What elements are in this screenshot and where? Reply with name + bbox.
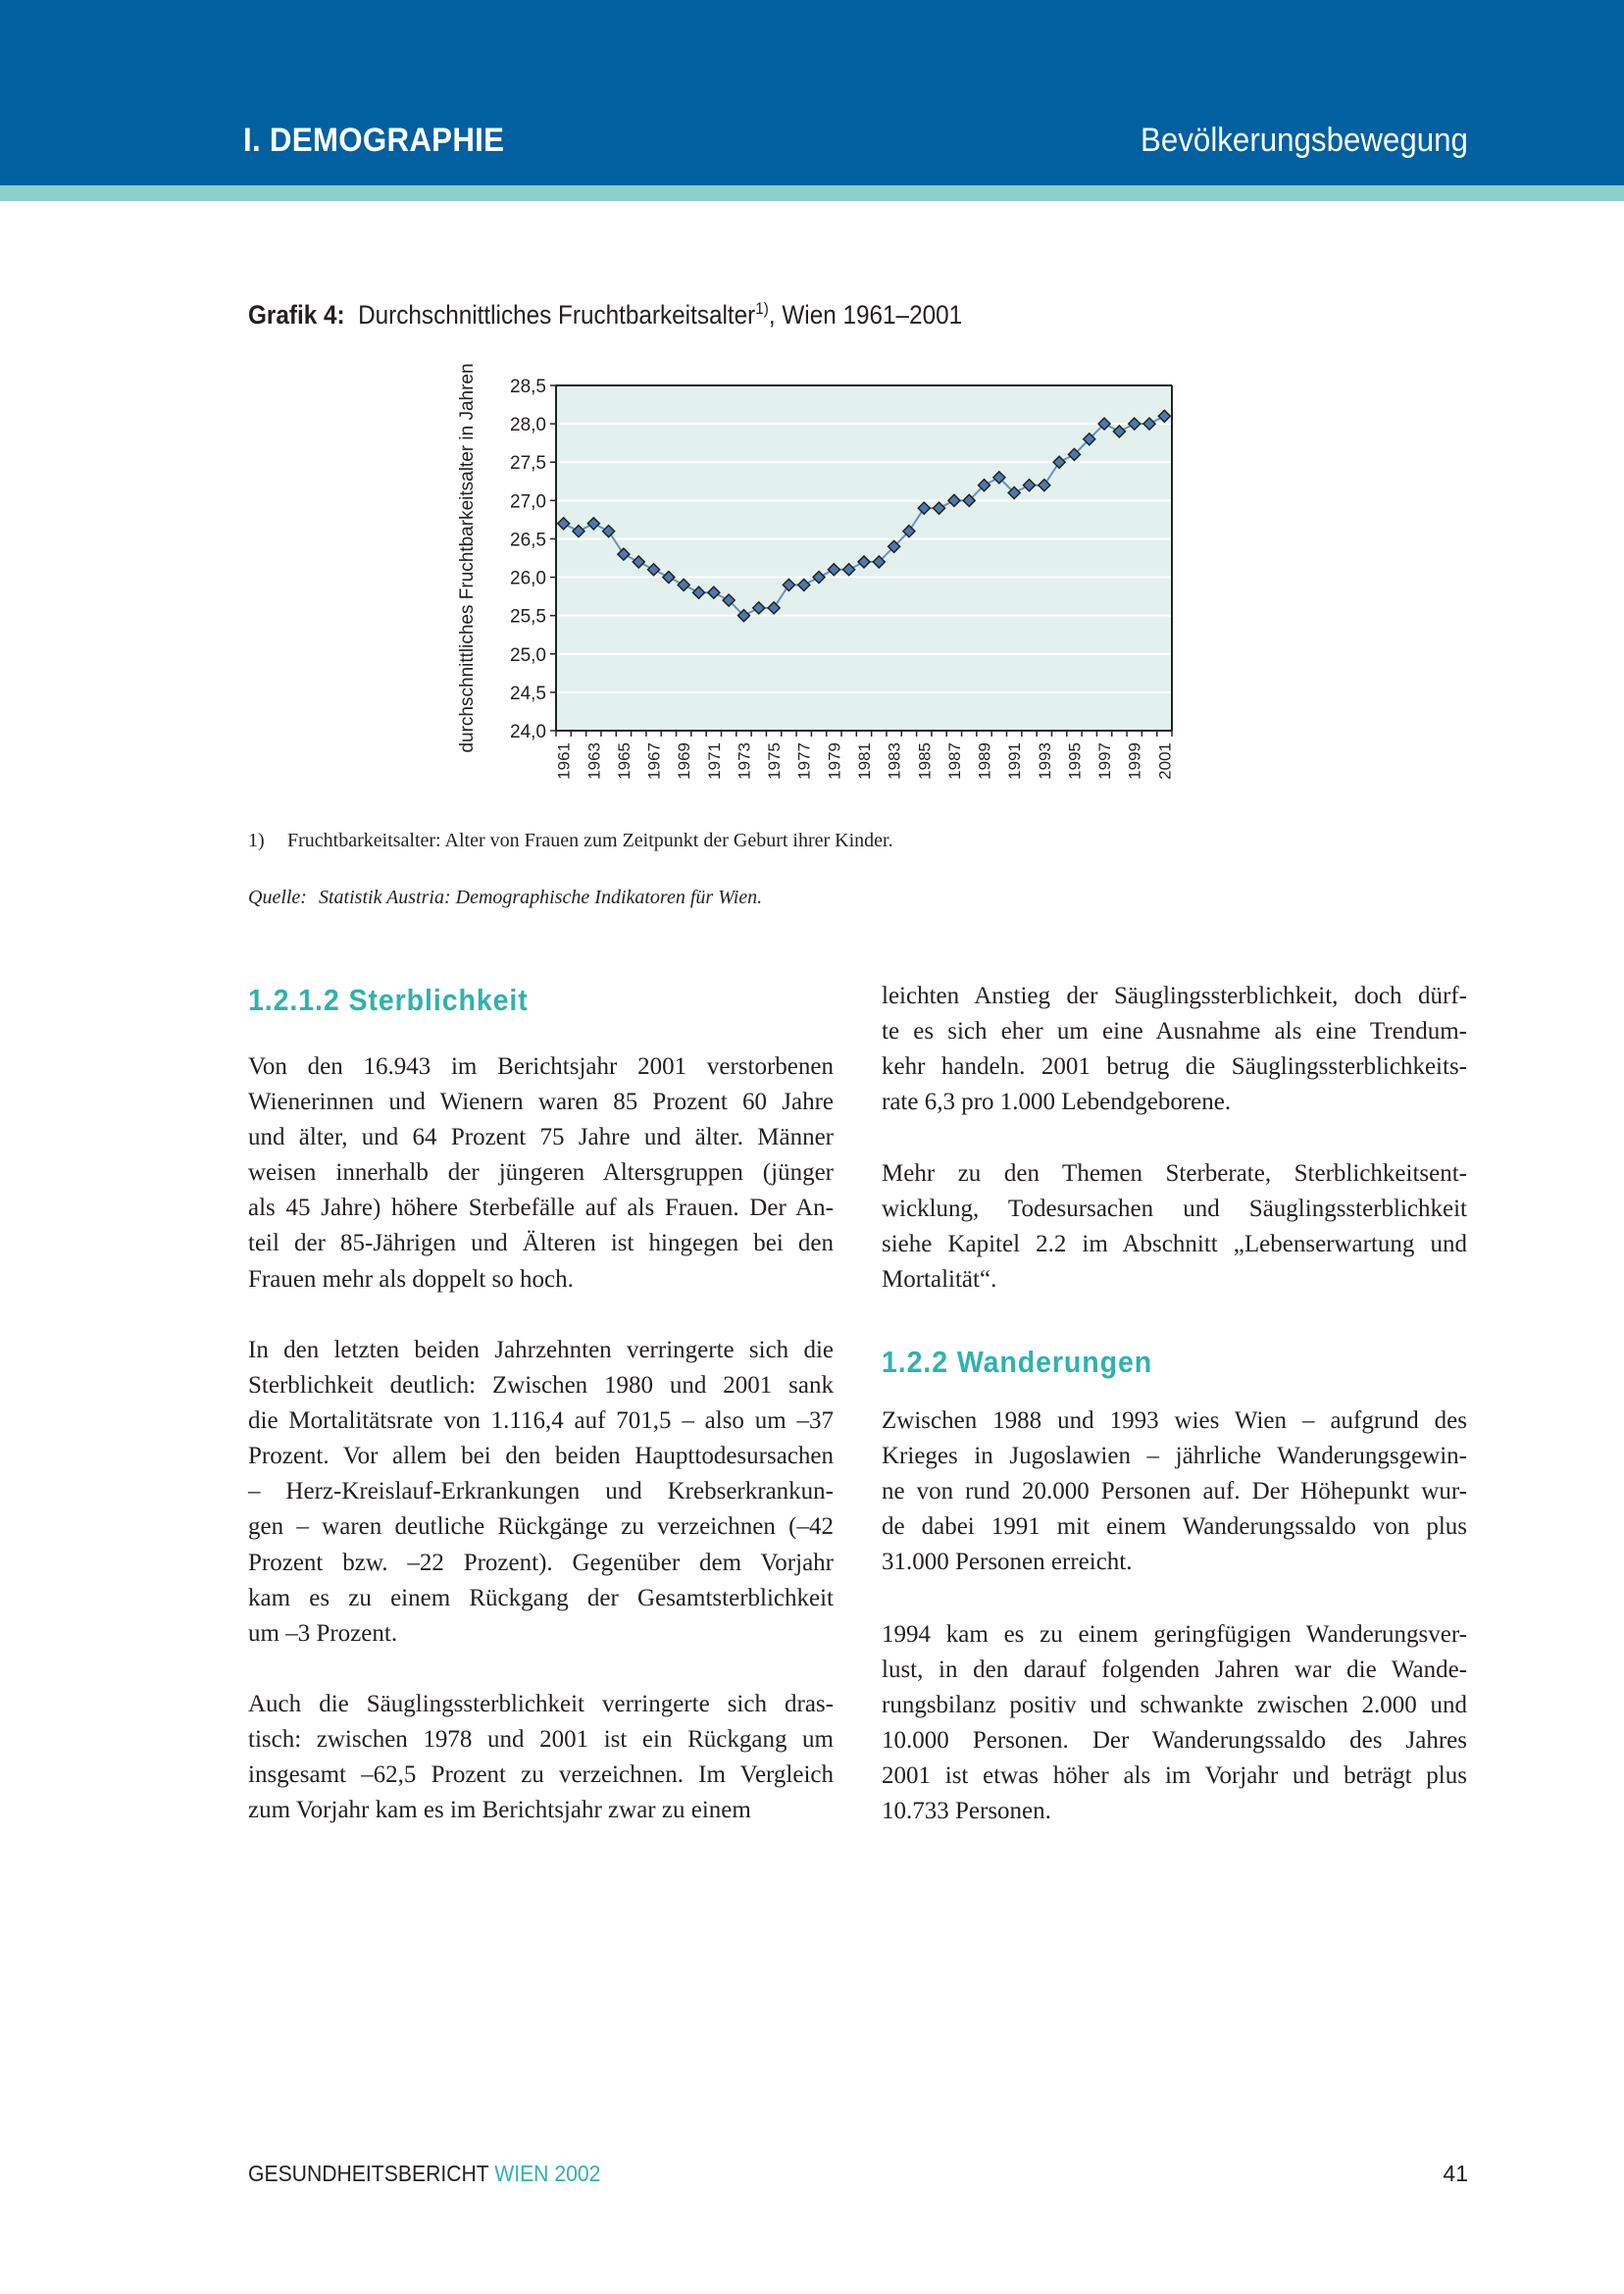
text-line: 2001 ist etwas höher als im Vorjahr und beträgt plus — [882, 1762, 1467, 1790]
y-tick-label: 25,5 — [510, 606, 546, 628]
heading-sterblichkeit: 1.2.1.2 Sterblichkeit — [248, 983, 529, 1017]
text-line: rate 6,3 pro 1.000 Lebendgeborene. — [882, 1089, 1232, 1116]
footer-publication — [248, 2161, 600, 2187]
paragraph — [248, 1687, 834, 1828]
header-stripe — [0, 185, 1624, 201]
y-tick-label: 28,5 — [510, 377, 546, 397]
y-tick-label: 27,5 — [510, 453, 546, 475]
text-line: die Mortalitätsrate von 1.116,4 auf 701,5 – also um –37 — [248, 1407, 834, 1435]
text-line: lust, in den darauf folgenden Jahren war die Wande- — [882, 1657, 1467, 1684]
text-line: rungsbilanz positiv und schwankte zwischen 2.000 und — [882, 1692, 1467, 1719]
figure-caption — [248, 299, 962, 331]
x-tick-label: 2001 — [1155, 742, 1175, 780]
footnote-ref: 1) — [755, 299, 769, 318]
x-tick-label: 1983 — [885, 742, 904, 780]
y-tick-label: 26,5 — [510, 530, 546, 551]
source-note — [248, 887, 762, 909]
text-line: 10.733 Personen. — [882, 1798, 1051, 1825]
x-tick-label: 1965 — [614, 742, 634, 780]
x-tick-label: 1971 — [704, 742, 724, 780]
x-tick-label: 1999 — [1125, 742, 1144, 780]
text-line: wicklung, Todesursachen und Säuglingssterblichkeit — [882, 1196, 1467, 1223]
x-tick-label: 1995 — [1065, 742, 1085, 780]
text-line: tisch: zwischen 1978 und 2001 ist ein Rückgang um — [248, 1726, 834, 1754]
text-line: 31.000 Personen erreicht. — [882, 1549, 1133, 1576]
figure-label: Grafik 4: — [248, 300, 345, 330]
x-tick-label: 1969 — [675, 742, 694, 780]
paragraph — [882, 1617, 1467, 1830]
paragraph — [248, 1049, 834, 1298]
text-line: Frauen mehr als doppelt so hoch. — [248, 1265, 574, 1293]
y-tick-label: 24,5 — [510, 683, 546, 704]
footer-edition: WIEN 2002 — [494, 2161, 601, 2186]
text-line: Prozent bzw. –22 Prozent). Gegenüber dem Vorjahr — [248, 1549, 834, 1576]
paragraph — [248, 1333, 834, 1652]
x-tick-label: 1987 — [944, 742, 964, 780]
text-line: Sterblichkeit deutlich: Zwischen 1980 und 2001 sank — [248, 1372, 834, 1400]
x-tick-label: 1981 — [855, 742, 874, 780]
text-line: zum Vorjahr kam es im Berichtsjahr zwar zu einem — [248, 1797, 751, 1824]
text-line: Von den 16.943 im Berichtsjahr 2001 verstorbenen — [248, 1053, 834, 1080]
y-tick-label: 25,0 — [510, 644, 546, 666]
text-line: Zwischen 1988 und 1993 wies Wien – aufgrund des — [882, 1407, 1467, 1434]
figure-title-suffix: , Wien 1961–2001 — [768, 300, 963, 330]
paragraph — [882, 979, 1467, 1120]
x-tick-label: 1993 — [1035, 742, 1054, 780]
text-line: Mortalität“. — [882, 1266, 997, 1294]
y-axis-label: durchschnittliches Fruchtbarkeitsalter in Jahren — [457, 363, 478, 753]
footnote-number: 1) — [248, 830, 265, 851]
x-tick-label: 1997 — [1095, 742, 1115, 780]
text-line: kehr handeln. 2001 betrug die Säuglingssterblichkeits- — [882, 1053, 1467, 1081]
x-tick-label: 1967 — [644, 742, 664, 780]
x-tick-label: 1989 — [975, 742, 994, 780]
chapter-title: I. DEMOGRAPHIE — [243, 122, 505, 159]
source-text: Statistik Austria: Demographische Indikatoren für Wien. — [319, 887, 763, 908]
text-line: kam es zu einem Rückgang der Gesamtsterblichkeit — [248, 1584, 834, 1611]
text-line: um –3 Prozent. — [248, 1619, 398, 1647]
text-line: insgesamt –62,5 Prozent zu verzeichnen. Im Vergleich — [248, 1761, 834, 1789]
x-tick-label: 1979 — [825, 742, 844, 780]
text-line: Krieges in Jugoslawien – jährliche Wanderungsgewin- — [882, 1443, 1467, 1470]
x-tick-label: 1973 — [735, 742, 754, 780]
y-tick-label: 26,0 — [510, 568, 546, 589]
text-line: 10.000 Personen. Der Wanderungssaldo des Jahres — [882, 1727, 1467, 1755]
paragraph — [882, 1403, 1467, 1580]
text-line: In den letzten beiden Jahrzehnten verringerte sich die — [248, 1337, 834, 1363]
y-tick-label: 28,0 — [510, 415, 546, 436]
footnote — [248, 830, 893, 852]
text-line: – Herz-Kreislauf-Erkrankungen und Krebserkrankun- — [248, 1478, 834, 1505]
text-line: leichten Anstieg der Säuglingssterblichkeit, doch dürf- — [882, 983, 1467, 1009]
x-tick-label: 1977 — [794, 742, 814, 780]
paragraph — [882, 1156, 1467, 1298]
source-label: Quelle: — [248, 887, 307, 908]
text-line: weisen innerhalb der jüngeren Altersgruppen (jünger — [248, 1159, 834, 1187]
x-tick-label: 1975 — [765, 742, 785, 780]
page-number: 41 — [1443, 2161, 1468, 2186]
x-tick-label: 1985 — [915, 742, 935, 780]
y-tick-label: 24,0 — [510, 722, 546, 742]
figure-title: Durchschnittliches Fruchtbarkeitsalter — [358, 300, 756, 330]
text-line: siehe Kapitel 2.2 im Abschnitt „Lebenserwartung und — [882, 1231, 1467, 1258]
x-tick-label: 1991 — [1005, 742, 1025, 780]
text-line: ne von rund 20.000 Personen auf. Der Höhepunkt wur- — [882, 1478, 1467, 1505]
text-line: teil der 85-Jährigen und Älteren ist hingegen bei den — [248, 1230, 834, 1257]
x-tick-label: 1961 — [554, 742, 574, 780]
heading-wanderungen: 1.2.2 Wanderungen — [882, 1345, 1153, 1379]
section-topic: Bevölkerungsbewegung — [1141, 122, 1468, 159]
text-line: Wienerinnen und Wienern waren 85 Prozent 60 Jahre — [248, 1089, 834, 1116]
text-line: Prozent. Vor allem bei den beiden Haupttodesursachen — [248, 1443, 834, 1470]
footnote-text: Fruchtbarkeitsalter: Alter von Frauen zum Zeitpunkt der Geburt ihrer Kinder. — [287, 830, 893, 851]
text-line: de dabei 1991 mit einem Wanderungssaldo von plus — [882, 1513, 1467, 1541]
text-line: und älter, und 64 Prozent 75 Jahre und älter. Männer — [248, 1124, 834, 1151]
text-line: gen – waren deutliche Rückgänge zu verzeichnen (–42 — [248, 1513, 834, 1541]
text-line: als 45 Jahre) höhere Sterbefälle auf als Frauen. Der An- — [248, 1195, 834, 1222]
text-line: Mehr zu den Themen Sterberate, Sterblichkeitsent- — [882, 1160, 1467, 1187]
text-line: te es sich eher um eine Ausnahme als eine Trendum- — [882, 1018, 1467, 1045]
line-chart — [431, 363, 1196, 794]
text-line: Auch die Säuglingssterblichkeit verringerte sich dras- — [248, 1691, 834, 1717]
footer-title: GESUNDHEITSBERICHT — [248, 2161, 489, 2186]
x-tick-label: 1963 — [584, 742, 604, 780]
y-tick-label: 27,0 — [510, 491, 546, 513]
text-line: 1994 kam es zu einem geringfügigen Wanderungsver- — [882, 1621, 1467, 1648]
